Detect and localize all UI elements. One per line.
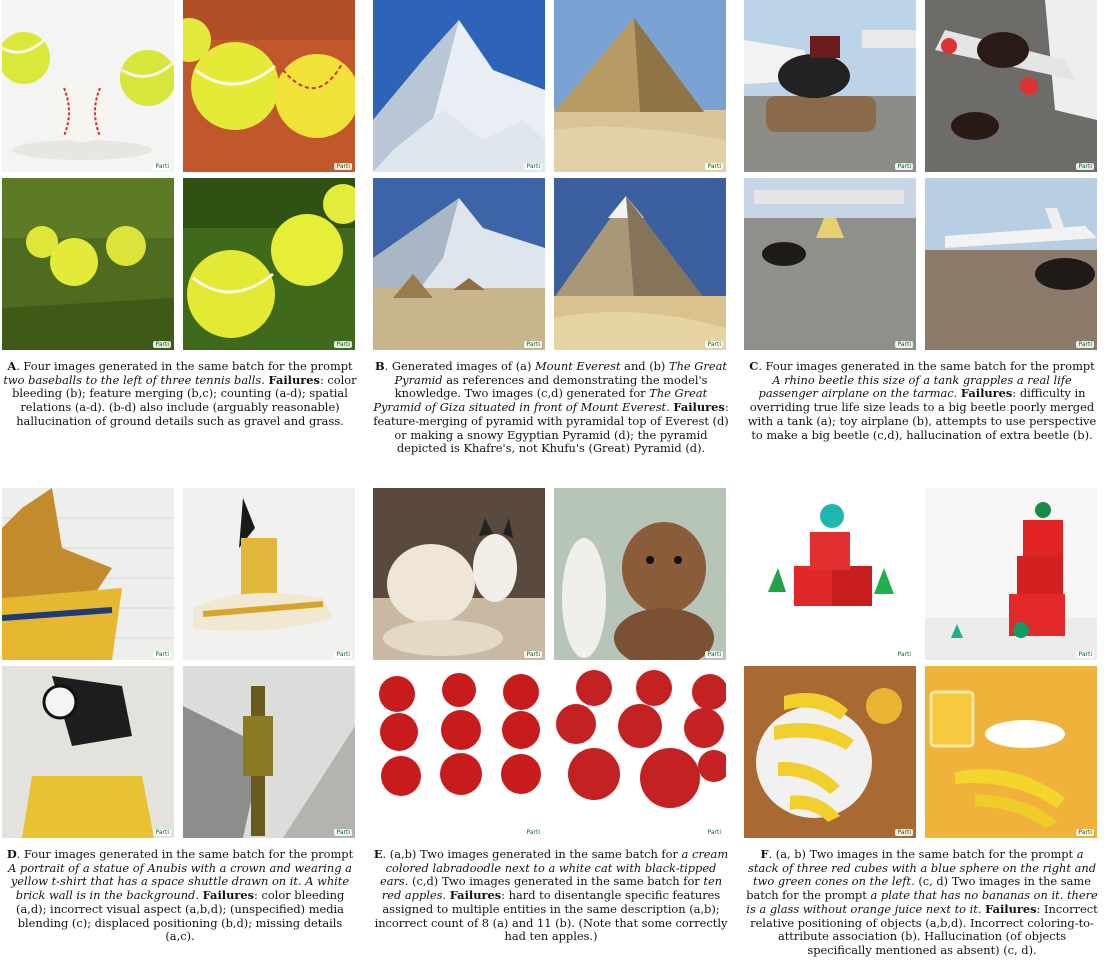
caption-italic: Mount Everest	[535, 359, 621, 373]
caption-prompt: a stack of three red cubes with a blue sphere on the right and two green cones on the left.	[748, 847, 1096, 889]
watermark-text: Parti	[526, 829, 540, 836]
panel-e-image-a	[373, 488, 545, 660]
failures-label: Failures	[985, 901, 1037, 916]
panel-c-caption	[744, 360, 1100, 442]
watermark-text: Parti	[897, 341, 911, 348]
caption-text: : color bleeding (b); feature merging (b,c); counting (a-d); spatial relations (a-d). (b-d) also include (arguably reasonable) hallucination of ground details such as gravel and grass.	[12, 372, 357, 428]
panel-c-image-a	[744, 0, 916, 172]
panel-f-image-b	[925, 488, 1097, 660]
watermark-text: Parti	[526, 651, 540, 658]
caption-text: as references and demonstrating the model's knowledge. Two images (c,d) generated for	[394, 372, 708, 401]
caption-text: . (a, b) Two images in the same batch for the prompt	[768, 847, 1077, 861]
panel-c-image-b	[925, 0, 1097, 172]
caption-prompt: a cream colored labradoodle next to a white cat with black-tipped ears.	[379, 847, 729, 889]
caption-text: . Four images generated in the same batch for the prompt	[758, 359, 1095, 373]
panel-d-image-grid	[2, 488, 358, 838]
caption-italic: The Great Pyramid	[394, 359, 727, 387]
panel-c-image-c	[744, 178, 916, 350]
watermark-text: Parti	[707, 341, 721, 348]
panel-d-image-c	[2, 666, 174, 838]
panel-d-letter: D	[6, 847, 17, 861]
watermark-text: Parti	[155, 651, 169, 658]
panel-c-image-grid	[744, 0, 1100, 350]
caption-text: : color bleeding (a,d); incorrect visual aspect (a,b,d); (unspecified) media blending (c); displaced positioning (b,d); missing details (a,c).	[16, 888, 345, 944]
watermark-text: Parti	[526, 341, 540, 348]
caption-prompt: A rhino beetle this size of a tank grapples a real life passenger airplane on the tarmac.	[758, 372, 1072, 401]
caption-text: : hard to disentangle specific features assigned to multiple entities in the same description (a,b); incorrect count of 8 (a) and 11 (b). (Note that some correctly had ten apples.)	[374, 888, 728, 944]
caption-text: . (a,b) Two images generated in the same batch for	[382, 847, 682, 861]
panel-b-image-c	[373, 178, 545, 350]
panel-d-image-b	[183, 488, 355, 660]
panel-d	[2, 488, 358, 944]
panel-f-image-grid	[744, 488, 1100, 838]
caption-text: . Four images generated in the same batch for the prompt	[16, 847, 354, 861]
panel-f	[744, 488, 1100, 957]
panel-f-letter: F	[760, 847, 769, 861]
panel-a-letter: A	[7, 359, 17, 373]
caption-text: : feature-merging of pyramid with pyramidal top of Everest (d) or making a snowy Egyptian Pyramid (d); the pyramid depicted is Khafre's, not Khufu's (Great) Pyramid (d).	[373, 400, 729, 456]
failures-label: Failures	[202, 888, 255, 903]
caption-text: and (b)	[620, 359, 669, 373]
panel-e-image-b	[554, 488, 726, 660]
panel-a-image-a	[2, 0, 174, 172]
panel-b-image-a	[373, 0, 545, 172]
panel-b-image-b	[554, 0, 726, 172]
panel-c-image-d	[925, 178, 1097, 350]
caption-text: (c, d) Two images in the same batch for the prompt	[746, 874, 1091, 903]
caption-prompt: A portrait of a statue of Anubis with a crown and wearing a yellow t-shirt that has a space shuttle drawn on it. A white brick wall is in the background.	[8, 860, 352, 903]
failures-label: Failures	[673, 400, 725, 415]
panel-f-image-c	[744, 666, 916, 838]
watermark-text: Parti	[897, 651, 911, 658]
panel-a-image-c	[2, 178, 174, 350]
watermark-text: Parti	[897, 163, 911, 170]
caption-prompt: ten red apples.	[381, 874, 723, 903]
panel-b-image-d	[554, 178, 726, 350]
watermark-text: Parti	[707, 163, 721, 170]
panel-f-image-a	[744, 488, 916, 660]
panel-a-caption	[2, 360, 358, 429]
watermark-text: Parti	[336, 651, 350, 658]
panel-d-caption	[2, 848, 358, 944]
panel-b	[373, 0, 729, 456]
panel-c	[744, 0, 1100, 442]
watermark-text: Parti	[707, 829, 721, 836]
caption-text: . Four images generated in the same batch for the prompt	[16, 359, 353, 373]
caption-prompt: two baseballs to the left of three tennis balls.	[3, 372, 265, 387]
caption-prompt: a plate that has no bananas on it. there is a glass without orange juice next to it.	[746, 888, 1098, 916]
panel-b-image-grid	[373, 0, 729, 350]
caption-text: : difficulty in overriding true life size leads to a big beetle poorly merged with a tank (a); toy airplane (b), attempts to use perspective to make a big beetle (c,d), hallucination of extra beetle (b).	[747, 386, 1097, 442]
watermark-text: Parti	[336, 163, 350, 170]
watermark-text: Parti	[155, 341, 169, 348]
panel-a-image-b	[183, 0, 355, 172]
watermark-text: Parti	[155, 829, 169, 836]
watermark-text: Parti	[526, 163, 540, 170]
watermark-text: Parti	[336, 829, 350, 836]
watermark-text: Parti	[1078, 341, 1092, 348]
caption-text: (c,d) Two images generated in the same batch for	[408, 874, 704, 889]
panel-a	[2, 0, 358, 428]
panel-a-image-d	[183, 178, 355, 350]
watermark-text: Parti	[707, 651, 721, 658]
watermark-text: Parti	[1078, 829, 1092, 836]
caption-text: . Generated images of (a)	[384, 359, 536, 373]
panel-f-image-d	[925, 666, 1097, 838]
watermark-text: Parti	[155, 163, 169, 170]
panel-f-caption	[744, 848, 1100, 958]
panel-e-image-d	[554, 666, 726, 838]
panel-d-image-d	[183, 666, 355, 838]
panel-e-letter: E	[373, 847, 383, 861]
panel-e	[373, 488, 729, 944]
failures-label: Failures	[449, 888, 502, 903]
watermark-text: Parti	[1078, 651, 1092, 658]
caption-text: : Incorrect relative positioning of objects (a,b,d). Incorrect coloring-to-attribute association (b). Hallucination (of objects specifically mentioned as absent) (c, d).	[750, 901, 1098, 957]
failures-label: Failures	[960, 386, 1013, 401]
panel-b-letter: B	[375, 359, 385, 373]
panel-a-image-grid	[2, 0, 358, 350]
caption-prompt: The Great Pyramid of Giza situated in front of Mount Everest.	[373, 386, 708, 415]
watermark-text: Parti	[1078, 163, 1092, 170]
panel-b-caption	[373, 360, 729, 456]
panel-c-letter: C	[749, 359, 759, 373]
panel-d-image-a	[2, 488, 174, 660]
panel-e-image-grid	[373, 488, 729, 838]
watermark-text: Parti	[897, 829, 911, 836]
panel-e-caption	[373, 848, 729, 944]
panel-e-image-c	[373, 666, 545, 838]
failures-label: Failures	[268, 372, 320, 387]
watermark-text: Parti	[336, 341, 350, 348]
